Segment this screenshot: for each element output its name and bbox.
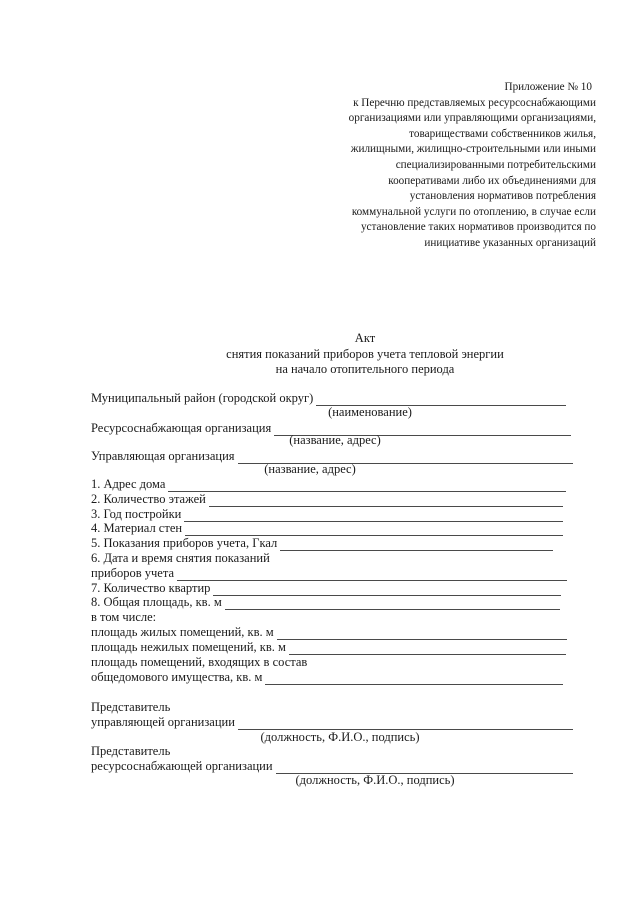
item-year-label: 3. Год постройки xyxy=(91,507,182,521)
common-area xyxy=(91,670,563,685)
appendix-note xyxy=(300,80,596,252)
act-subtitle-line2: на начало отопительного периода xyxy=(275,362,455,376)
item-floors xyxy=(91,492,563,507)
nonliving-area-blank[interactable] xyxy=(289,643,566,655)
item-datetime-blank[interactable] xyxy=(177,569,567,581)
common-area-label-2: общедомового имущества, кв. м xyxy=(91,670,263,684)
nonliving-area-label: площадь нежилых помещений, кв. м xyxy=(91,640,286,654)
act-title: Акт xyxy=(354,331,376,345)
rso-rep-field xyxy=(91,759,573,774)
item-area-label: 8. Общая площадь, кв. м xyxy=(91,595,222,609)
appendix-line: коммунальной услуги по отоплению, в случае если xyxy=(351,205,596,218)
uo-rep-hint: (должность, Ф.И.О., подпись) xyxy=(260,730,420,744)
appendix-line: жилищными, жилищно-строительными или иными xyxy=(350,143,596,156)
uo-hint: (название, адрес) xyxy=(264,462,356,476)
item-apartments xyxy=(91,581,561,596)
item-readings-blank[interactable] xyxy=(280,539,553,551)
uo-rep-blank[interactable] xyxy=(238,718,573,730)
municipal-hint: (наименование) xyxy=(328,405,412,419)
appendix-line: установления нормативов потребления xyxy=(409,190,596,203)
item-datetime-label-2: приборов учета xyxy=(91,566,175,580)
act-subtitle-line1: снятия показаний приборов учета тепловой энергии xyxy=(226,347,504,361)
item-address-label: 1. Адрес дома xyxy=(91,477,166,491)
common-area-blank[interactable] xyxy=(265,673,563,685)
uo-rep-label-2: управляющей организации xyxy=(91,715,235,729)
appendix-line: установление таких нормативов производится по xyxy=(360,221,596,234)
common-area-label: площадь помещений, входящих в состав xyxy=(91,655,308,669)
municipal-label: Муниципальный район (городской округ) xyxy=(91,391,314,405)
appendix-line: кооперативами либо их объединениями для xyxy=(388,174,596,187)
item-year xyxy=(91,507,563,522)
item-material-blank[interactable] xyxy=(185,524,563,536)
uo-label: Управляющая организация xyxy=(91,449,235,463)
nonliving-area xyxy=(91,640,566,655)
appendix-line: к Перечню представляемых ресурсоснабжающими xyxy=(353,96,596,109)
rso-hint: (название, адрес) xyxy=(289,433,381,447)
item-floors-blank[interactable] xyxy=(209,495,563,507)
rso-label: Ресурсоснабжающая организация xyxy=(91,421,272,435)
municipal-field xyxy=(91,391,566,406)
item-area xyxy=(91,595,560,610)
appendix-line: инициативе указанных организаций xyxy=(424,236,596,249)
item-material-label: 4. Материал стен xyxy=(91,521,183,535)
item-address xyxy=(91,477,566,492)
item-datetime xyxy=(91,566,567,581)
item-apartments-label: 7. Количество квартир xyxy=(91,581,211,595)
item-material xyxy=(91,521,563,536)
uo-rep-label: Представитель xyxy=(91,700,171,714)
item-readings-label: 5. Показания приборов учета, Гкал xyxy=(91,536,278,550)
living-area-label: площадь жилых помещений, кв. м xyxy=(91,625,274,639)
appendix-line: организациями или управляющими организациями, xyxy=(348,112,596,125)
item-datetime-label: 6. Дата и время снятия показаний xyxy=(91,551,270,565)
rso-rep-label-2: ресурсоснабжающей организации xyxy=(91,759,273,773)
appendix-line: специализированными потребительскими xyxy=(395,158,596,171)
rso-rep-label: Представитель xyxy=(91,744,171,758)
including-label: в том числе: xyxy=(91,610,157,624)
appendix-number: Приложение № 10 xyxy=(504,81,592,93)
rso-rep-hint: (должность, Ф.И.О., подпись) xyxy=(295,773,455,787)
appendix-line: товариществами собственников жилья, xyxy=(409,127,596,140)
living-area xyxy=(91,625,567,640)
uo-rep-field xyxy=(91,715,573,730)
item-address-blank[interactable] xyxy=(168,480,566,492)
item-area-blank[interactable] xyxy=(225,598,560,610)
item-readings xyxy=(91,536,553,551)
item-floors-label: 2. Количество этажей xyxy=(91,492,206,506)
living-area-blank[interactable] xyxy=(277,628,567,640)
